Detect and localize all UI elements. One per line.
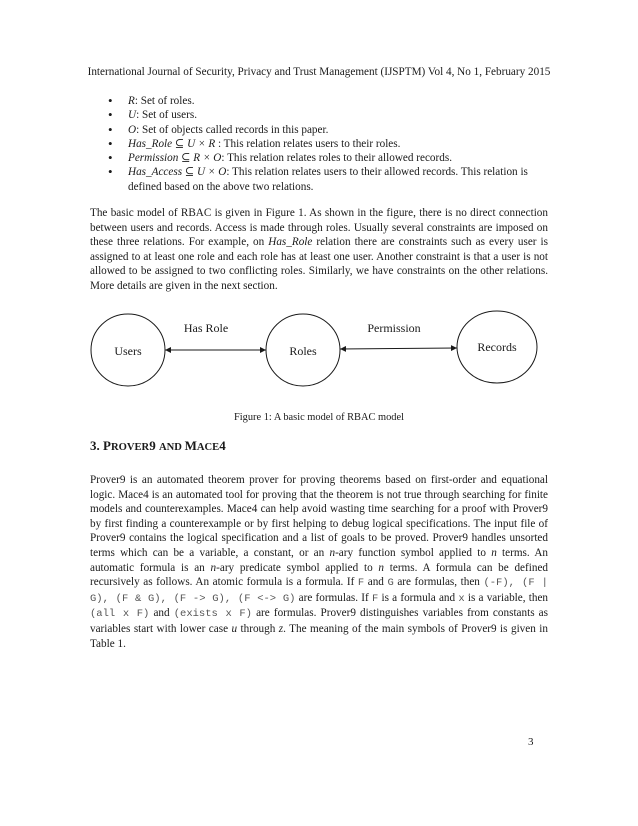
list-item <box>100 151 550 165</box>
code-separator: , <box>102 592 116 605</box>
italic-letter: u <box>231 622 238 635</box>
rbac-diagram <box>0 300 638 410</box>
relation-name: Has_Role <box>268 236 313 249</box>
has-role-label: Has Role <box>183 321 229 335</box>
heading-part: 9 <box>149 438 159 453</box>
italic-n: n <box>378 561 385 574</box>
italic-letter: z <box>278 622 284 635</box>
paragraph-text: are formulas, then <box>393 576 484 589</box>
heading-part: AND <box>158 442 185 453</box>
code-term: G <box>387 577 394 590</box>
relation-name: Permission <box>128 152 179 165</box>
code-term: x <box>458 592 465 605</box>
section-heading <box>90 438 226 454</box>
definition-list <box>100 94 550 194</box>
users-label: Users <box>114 344 142 358</box>
list-item <box>100 108 550 122</box>
paragraph-text: through <box>237 622 279 635</box>
code-formula: (F & G) <box>115 592 161 605</box>
code-term: F <box>371 592 379 605</box>
paragraph-text: and <box>149 607 174 620</box>
heading-part: ROVER <box>110 442 150 453</box>
paragraph-text: terms. A formula can be defined recursively as follows. An atomic formula is a formula. If <box>90 561 549 589</box>
relation-name: Has_Access <box>128 166 183 179</box>
code-separator: , <box>224 592 238 605</box>
italic-n: n <box>491 546 497 559</box>
symbol: R <box>128 95 135 107</box>
paragraph-text: -ary function symbol applied to <box>335 546 492 559</box>
running-header: International Journal of Security, Privacy and Trust Management (IJSPTM) Vol 4, No 1, February 2015 <box>87 66 551 78</box>
item-text: : Set of objects called records in this paper. <box>136 123 329 136</box>
item-text: : Set of roles. <box>134 95 195 107</box>
permission-edge <box>340 348 457 349</box>
paragraph-text: terms. An automatic formula is an <box>90 546 549 574</box>
italic-n: n <box>329 546 336 559</box>
symbol: O <box>128 123 137 136</box>
paragraph-text: -ary predicate symbol applied to <box>216 561 379 574</box>
figure-caption: Figure 1: A basic model of RBAC model <box>234 412 404 423</box>
paragraph-text: is a formula and <box>378 591 459 604</box>
heading-part: M <box>184 438 197 453</box>
paragraph-text: and <box>364 576 388 589</box>
paragraph-text: relation there are constraints such as every user is assigned to at least one role and each role has at least one user. Another constraint is that a user is not allowed to be assigned to two conflicting roles. Similarly, we have constraints on the other relations. More details are given in the next section. <box>90 236 548 292</box>
code-formula: (F | G) <box>90 577 548 605</box>
code-separator: , <box>160 592 174 605</box>
item-text: : This relation relates users to their allowed records. This relation is defined based on the above two relations. <box>128 166 528 193</box>
records-label: Records <box>477 340 517 354</box>
list-item <box>100 94 550 108</box>
code-term: F <box>357 577 365 590</box>
list-item <box>100 137 550 151</box>
relation-expr: ⊆ R × O <box>178 152 222 165</box>
relation-expr: ⊆ U × O <box>182 166 227 179</box>
roles-label: Roles <box>289 344 317 358</box>
item-text: : This relation relates users to their roles. <box>215 137 401 150</box>
paragraph-text: are formulas. Prover9 distinguishes variables from constants as variables start with lower case <box>90 607 548 635</box>
item-text: : This relation relates roles to their allowed records. <box>221 152 452 165</box>
paragraph-text: The basic model of RBAC is given in Figure 1. As shown in the figure, there is no direct connection between users and records. Access is made through roles. Usually several constraints are imposed on these three relations. For example, on <box>90 207 548 249</box>
code-formula: (exists x F) <box>173 608 252 621</box>
italic-n: n <box>210 561 217 574</box>
section-number: 3. <box>90 438 103 453</box>
code-formula: (F <-> G) <box>237 592 296 605</box>
heading-part: ACE <box>196 442 220 453</box>
permission-label: Permission <box>367 321 421 335</box>
list-item <box>100 123 550 137</box>
paragraph-text: are formulas. If <box>295 591 372 604</box>
code-formula: (-F) <box>483 577 509 590</box>
paragraph-rbac <box>90 206 548 294</box>
code-formula: (all x F) <box>90 608 150 621</box>
heading-part: 4 <box>219 438 226 453</box>
relation-name: Has_Role <box>128 137 173 150</box>
page-number: 3 <box>528 736 534 748</box>
paragraph-text: . The meaning of the main symbols of Prover9 is given in Table 1. <box>90 622 548 650</box>
item-text: : Set of users. <box>136 109 197 122</box>
list-item <box>100 165 550 194</box>
code-separator: , <box>508 577 523 590</box>
paragraph-text: Prover9 is an automated theorem prover for proving theorems based on first-order and equational logic. Mace4 is an automated tool for proving that the theorem is not true through searching for finite models and counterexamples. Mace4 can help avoid wasting time searching for a proof with Prover9 by first finding a counterexample or by first helping to debug logical specifications. The input file of Prover9 contains the logical specification and a list of goals to be proved. Prover9 handles unsorted terms which can be a variable, a constant, or an <box>90 474 548 559</box>
symbol: U <box>128 109 137 122</box>
paragraph-text: is a variable, then <box>464 591 549 604</box>
heading-part: P <box>103 438 111 453</box>
paragraph-prover9 <box>90 473 548 651</box>
code-formula: (F -> G) <box>173 592 225 605</box>
relation-expr: ⊆ U × R <box>172 137 216 150</box>
